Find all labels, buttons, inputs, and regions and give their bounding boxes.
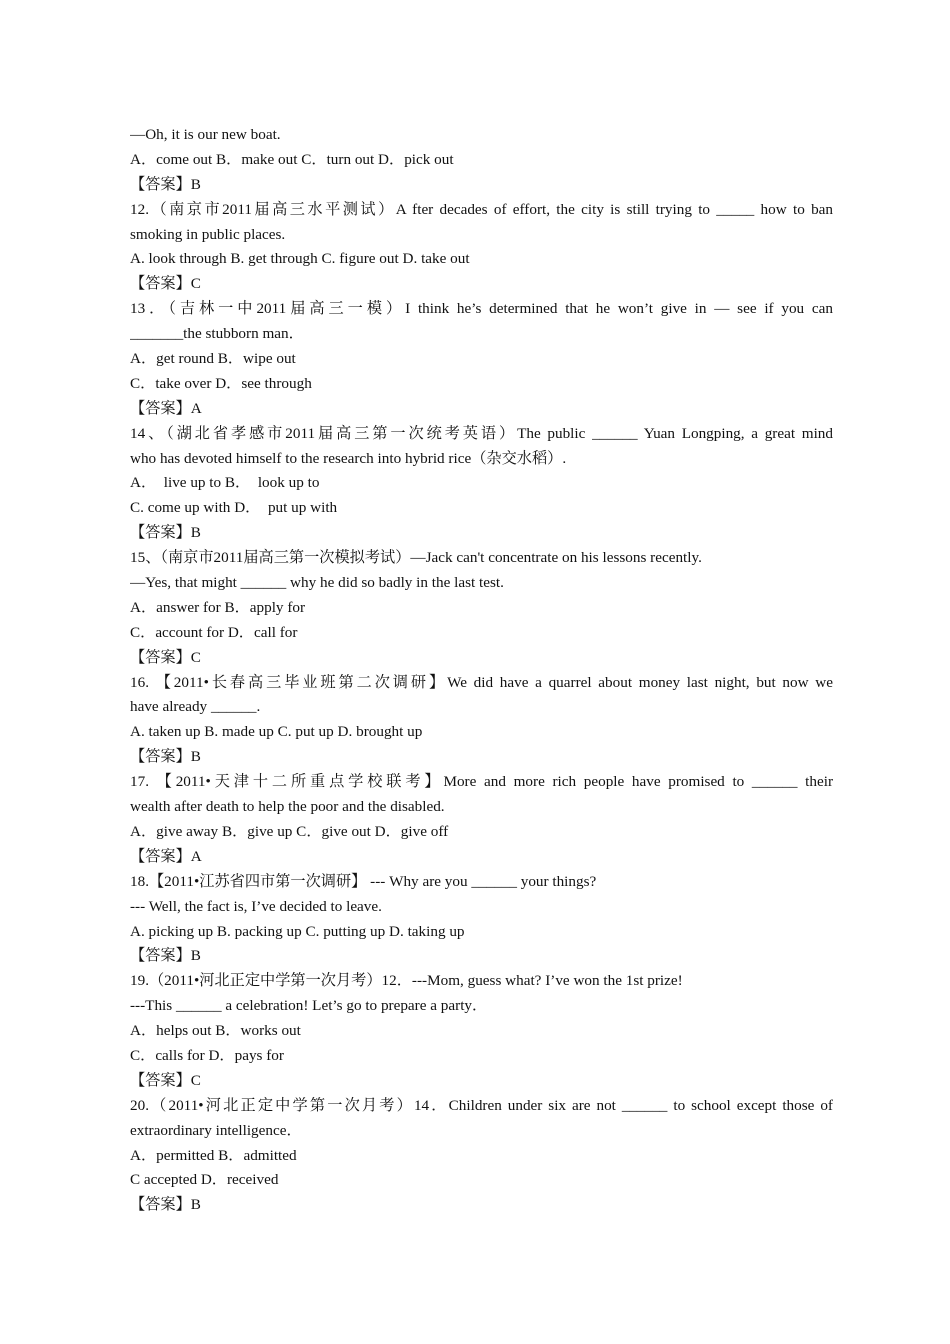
text-line: 15、（南京市2011届高三第一次模拟考试）—Jack can't concentrate on his lessons recently.	[130, 549, 702, 567]
document-page	[130, 123, 833, 1218]
text-line: A．get round B．wipe out	[130, 350, 296, 368]
text-line: extraordinary intelligence．	[130, 1121, 302, 1139]
text-line: 20.（2011•河北正定中学第一次月考）14．Children under six are not ______ to school except those of	[130, 1096, 833, 1114]
text-line: smoking in public places.	[130, 225, 286, 243]
text-line: A．answer for B．apply for	[130, 598, 306, 616]
text-line: A．helps out B．works out	[130, 1022, 301, 1040]
text-line: A. taken up B. made up C. put up D. brought up	[130, 723, 423, 741]
text-line: C accepted D．received	[130, 1171, 279, 1189]
text-line: A． live up to B． look up to	[130, 474, 320, 492]
text-line: 19.（2011•河北正定中学第一次月考）12．---Mom, guess what? I’ve won the 1st prize!	[130, 972, 683, 990]
text-line: —Oh, it is our new boat.	[130, 126, 281, 143]
text-line: —Yes, that might ______ why he did so badly in the last test.	[130, 574, 504, 592]
answer-line: 【答案】B	[130, 524, 201, 542]
answer-line: 【答案】B	[130, 947, 201, 965]
text-line: 12.（南京市2011届高三水平测试）A fter decades of effort, the city is still trying to _____ how to ban	[130, 200, 833, 218]
text-line: ---This ______ a celebration! Let’s go to prepare a party．	[130, 997, 488, 1015]
text-line: have already ______.	[130, 698, 261, 716]
text-line: 13．（吉林一中2011届高三一模）I think he’s determined that he won’t give in — see if you can	[130, 300, 833, 318]
answer-line: 【答案】B	[130, 175, 201, 193]
answer-line: 【答案】C	[130, 1071, 201, 1089]
text-line: C．take over D．see through	[130, 374, 312, 392]
text-line: C．calls for D．pays for	[130, 1046, 284, 1064]
text-line: --- Well, the fact is, I’ve decided to leave.	[130, 897, 382, 915]
answer-line: 【答案】B	[130, 748, 201, 766]
answer-line: 【答案】B	[130, 1196, 201, 1214]
text-line: 14、（湖北省孝感市2011届高三第一次统考英语）The public ______ Yuan Longping, a great mind	[130, 424, 833, 442]
text-line: A. look through B. get through C. figure out D. take out	[130, 250, 470, 268]
text-line: 16. 【2011•长春高三毕业班第二次调研】We did have a quarrel about money last night, but now we	[130, 673, 833, 691]
answer-line: 【答案】A	[130, 847, 202, 865]
answer-line: 【答案】C	[130, 648, 201, 666]
answer-line: 【答案】A	[130, 399, 202, 417]
text-line: 17. 【2011•天津十二所重点学校联考】More and more rich people have promised to ______ their	[130, 773, 833, 791]
answer-line: 【答案】C	[130, 275, 201, 293]
text-line: wealth after death to help the poor and the disabled.	[130, 798, 445, 816]
text-line: C. come up with D． put up with	[130, 499, 338, 517]
text-line: A．come out B．make out C．turn out D．pick out	[130, 150, 454, 168]
text-line: 18.【2011•江苏省四市第一次调研】 --- Why are you ______ your things?	[130, 872, 597, 890]
text-line: who has devoted himself to the research into hybrid rice（杂交水稻）.	[130, 449, 567, 467]
text-line: _______the stubborn man．	[130, 325, 304, 343]
text-line: A. picking up B. packing up C. putting up D. taking up	[130, 922, 465, 940]
text-line: A．give away B．give up C．give out D．give off	[130, 822, 449, 840]
text-line: C．account for D．call for	[130, 623, 298, 641]
text-line: A．permitted B．admitted	[130, 1146, 297, 1164]
